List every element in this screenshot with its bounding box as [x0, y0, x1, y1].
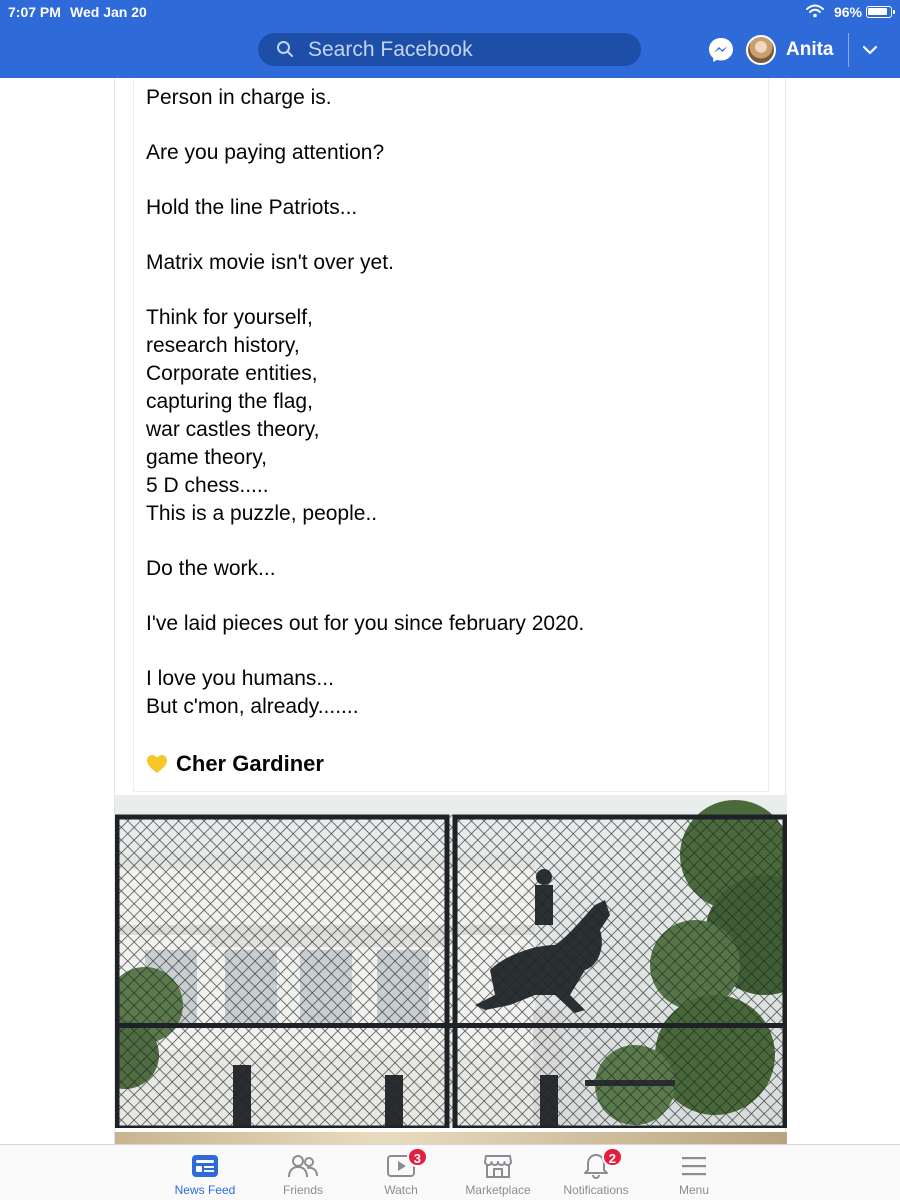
messenger-icon[interactable] — [707, 36, 735, 64]
battery-percent: 96% — [833, 4, 862, 20]
post-text-line: Do the work... — [146, 557, 276, 580]
tab-label: Menu — [678, 1183, 710, 1197]
post-text-line: war castles theory, — [146, 418, 320, 441]
post-author-name: Cher Gardiner — [176, 751, 324, 776]
menu-icon — [679, 1153, 709, 1179]
post-text-line: I love you humans... — [146, 667, 334, 690]
post-text-line: Matrix movie isn't over yet. — [146, 251, 394, 274]
search-icon — [276, 40, 294, 58]
paragraph-gap — [146, 583, 766, 610]
post-text-line: research history, — [146, 334, 300, 357]
tab-menu[interactable] — [639, 1153, 749, 1197]
tab-marketplace[interactable] — [443, 1153, 553, 1197]
post-text-line: Person in charge is. — [146, 86, 332, 109]
tab-notifications[interactable] — [541, 1153, 651, 1197]
yellow-heart-icon — [146, 754, 168, 774]
tab-label: Marketplace — [465, 1183, 531, 1197]
post-text-line: This is a puzzle, people.. — [146, 502, 378, 525]
divider — [848, 33, 849, 67]
tab-watch[interactable] — [346, 1153, 456, 1197]
post-text-line: Hold the line Patriots... — [146, 196, 358, 219]
tab-label: Watch — [384, 1183, 418, 1197]
search-input[interactable] — [258, 33, 641, 66]
paragraph-gap — [146, 638, 766, 665]
status-time: 7:07 PM — [8, 4, 61, 20]
tab-label: Notifications — [563, 1183, 629, 1197]
paragraph-gap — [146, 222, 766, 249]
post-text-line: But c'mon, already....... — [146, 695, 359, 718]
tab-label: News Feed — [174, 1183, 236, 1197]
tab-news-feed[interactable] — [150, 1153, 260, 1197]
news-feed[interactable] — [0, 78, 900, 1144]
post-text — [146, 84, 766, 721]
friends-icon — [288, 1153, 318, 1179]
post-text-line: capturing the flag, — [146, 390, 313, 413]
notifications-badge: 2 — [602, 1147, 623, 1167]
top-navigation-bar — [0, 0, 900, 78]
bottom-tab-bar — [0, 1144, 900, 1200]
watch-badge: 3 — [407, 1147, 428, 1167]
news-feed-icon — [190, 1153, 220, 1179]
post-photo[interactable] — [115, 795, 787, 1128]
search-placeholder: Search Facebook — [308, 38, 473, 61]
user-name[interactable]: Anita — [786, 39, 834, 60]
paragraph-gap — [146, 528, 766, 555]
post-text-line: Corporate entities, — [146, 362, 318, 385]
battery-icon — [866, 6, 892, 18]
tab-friends[interactable] — [248, 1153, 358, 1197]
status-date: Wed Jan 20 — [70, 4, 147, 20]
post-text-line: 5 D chess..... — [146, 474, 269, 497]
post-text-line: game theory, — [146, 446, 268, 469]
tab-label: Friends — [282, 1183, 323, 1197]
post-card — [114, 78, 786, 1144]
post-text-line: I've laid pieces out for you since february 2020. — [146, 612, 585, 635]
paragraph-gap — [146, 167, 766, 194]
post-text-line: Are you paying attention? — [146, 141, 385, 164]
next-photo-edge — [115, 1132, 787, 1144]
avatar[interactable] — [746, 35, 776, 65]
marketplace-icon — [483, 1153, 513, 1179]
chevron-down-icon[interactable] — [862, 42, 878, 58]
paragraph-gap — [146, 277, 766, 304]
fence-photo-image — [115, 795, 787, 1128]
post-author[interactable] — [146, 751, 324, 777]
post-text-line: Think for yourself, — [146, 306, 313, 329]
status-bar — [0, 0, 900, 24]
paragraph-gap — [146, 112, 766, 139]
wifi-icon — [806, 4, 824, 18]
